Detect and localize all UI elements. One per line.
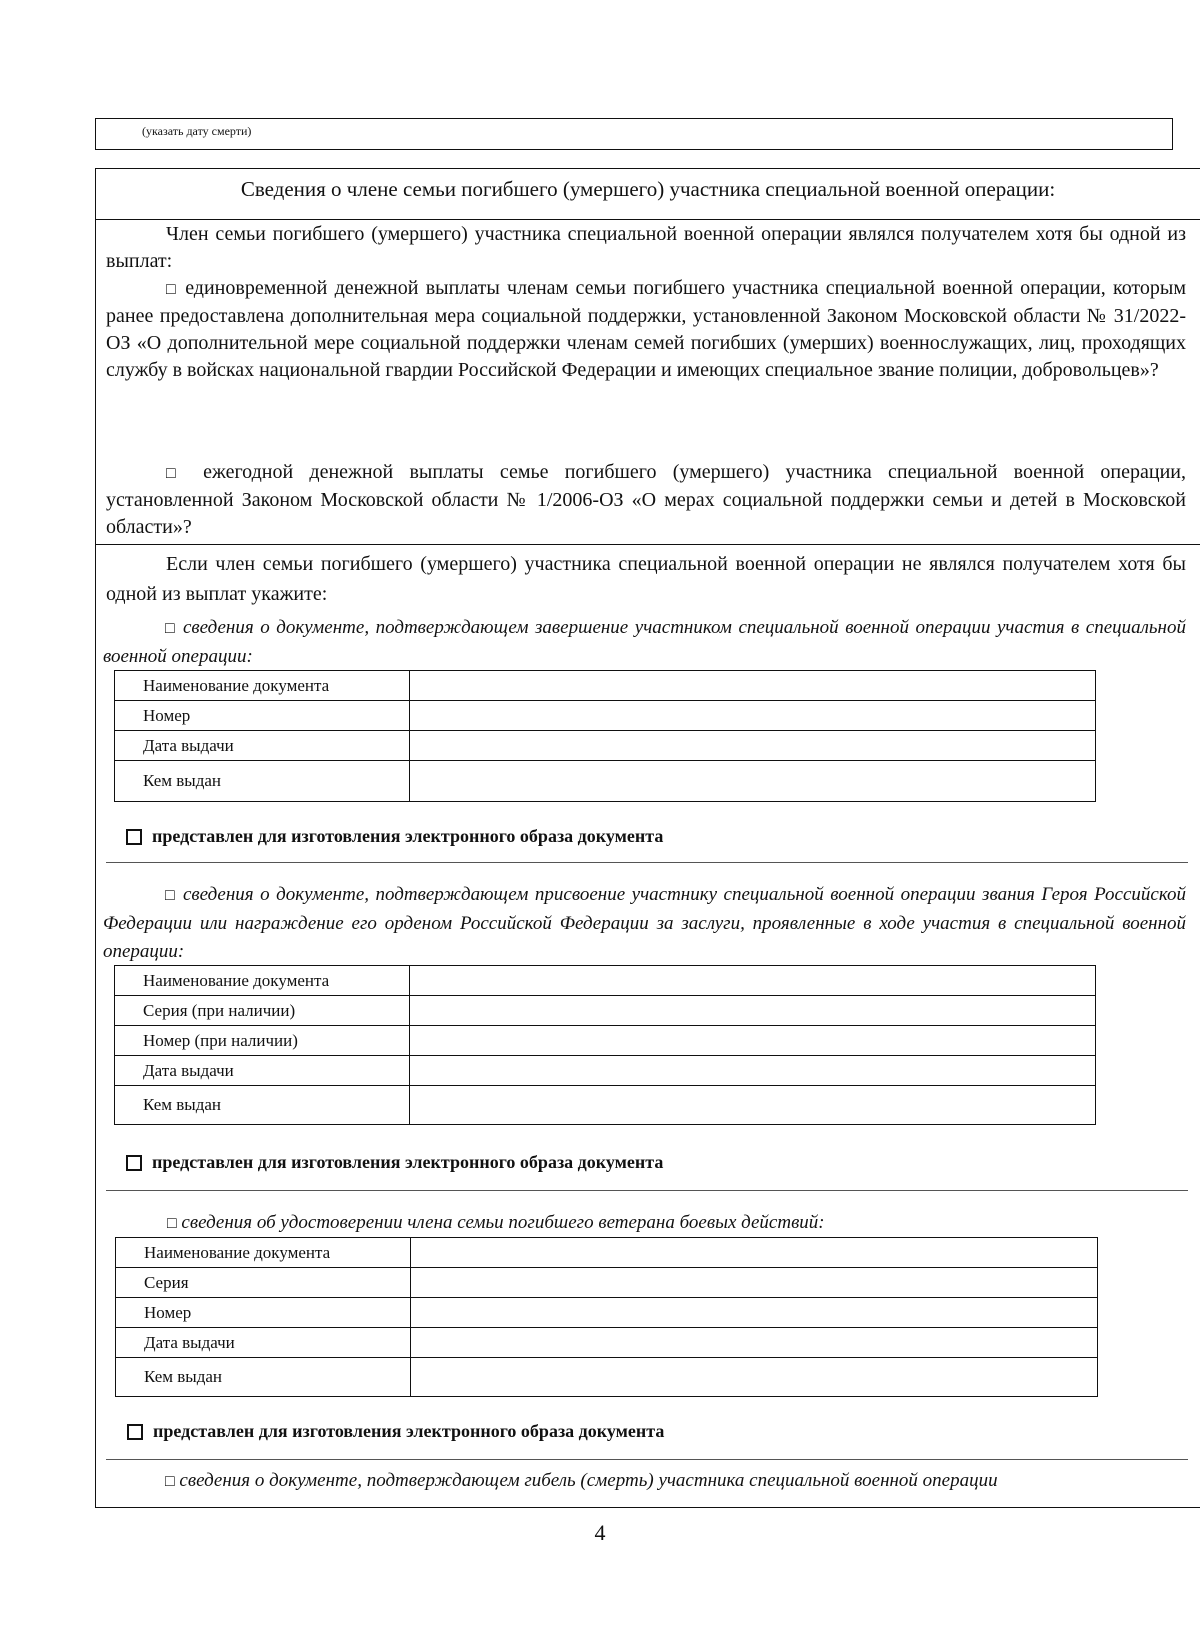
doc-table-1 (114, 670, 1096, 802)
doc-table-2 (114, 965, 1096, 1125)
date-of-death-caption: (указать дату смерти) (142, 124, 252, 138)
doc-section-3-title: □ сведения об удостоверении члена семьи погибшего ветерана боевых действий: (167, 1212, 825, 1233)
doc-table-3 (115, 1237, 1098, 1397)
receiving-option-2[interactable] (106, 459, 1186, 541)
row-label: Наименование документа (115, 671, 410, 701)
divider (106, 862, 1188, 863)
checkbox-box-icon[interactable] (126, 829, 142, 845)
checkbox-icon[interactable]: □ (166, 465, 187, 482)
row-label: Номер (115, 701, 410, 731)
section-heading: Сведения о члене семьи погибшего (умершего) участника специальной военной операции: (240, 177, 1056, 201)
row-label: Наименование документа (115, 966, 410, 996)
row-value-input[interactable] (411, 1298, 1098, 1328)
row-value-input[interactable] (410, 1026, 1096, 1056)
row-label: Номер (при наличии) (115, 1026, 410, 1056)
row-value-input[interactable] (410, 1086, 1096, 1125)
option-2-text: ежегодной денежной выплаты семье погибшего (умершего) участника специальной военной операции, установленной Законом Московской области № 1/2006-ОЗ «О мерах социальной поддержки семьи и детей в Московской области»? (106, 461, 1186, 538)
page-number: 4 (594, 1520, 606, 1545)
family-member-section (95, 168, 1200, 1508)
presented-checkbox-3[interactable]: представлен для изготовления электронного образа документа (127, 1421, 664, 1442)
row-label: Кем выдан (116, 1358, 411, 1397)
row-value-input[interactable] (411, 1238, 1098, 1268)
option-1-text: единовременной денежной выплаты членам семьи погибшего участника специальной военной операции, которым ранее предоставлена дополнительная мера социальной поддержки, установленной Законом Московской области № 31/2022-ОЗ «О дополнительной мере социальной поддержки членам семей погибших (умерших) военнослужащих, лиц, проходящих службу в войсках национальной гвардии Российской Федерации и имеющих специальное звание полиции, добровольцев»? (106, 277, 1187, 381)
divider (96, 219, 1200, 220)
checkbox-icon[interactable]: □ (165, 1473, 175, 1490)
doc-section-1-title: □ сведения о документе, подтверждающем завершение участником специальной военной операции участия в специальной военной операции: (103, 617, 1186, 667)
row-label: Дата выдачи (116, 1328, 411, 1358)
presented-checkbox-2[interactable]: представлен для изготовления электронного образа документа (126, 1152, 663, 1173)
row-label: Серия (116, 1268, 411, 1298)
row-value-input[interactable] (410, 701, 1096, 731)
row-value-input[interactable] (410, 671, 1096, 701)
row-value-input[interactable] (410, 996, 1096, 1026)
row-label: Наименование документа (116, 1238, 411, 1268)
divider (106, 1190, 1188, 1191)
checkbox-box-icon[interactable] (127, 1424, 143, 1440)
presented-checkbox-1[interactable]: представлен для изготовления электронного образа документа (126, 826, 663, 847)
not-receiving-intro: Если член семьи погибшего (умершего) участника специальной военной операции не являлся получателем хотя бы одной из выплат укажите: (106, 553, 1186, 605)
checkbox-icon[interactable]: □ (167, 1215, 177, 1232)
row-value-input[interactable] (410, 731, 1096, 761)
row-value-input[interactable] (411, 1328, 1098, 1358)
row-value-input[interactable] (410, 966, 1096, 996)
row-label: Кем выдан (115, 1086, 410, 1125)
divider (96, 544, 1200, 545)
checkbox-icon[interactable]: □ (165, 887, 177, 904)
doc-section-2-title: □ сведения о документе, подтверждающем присвоение участнику специальной военной операции звания Героя Российской Федерации или награждение его орденом Российской Федерации за заслуги, проявленные в ходе участия в специальной военной операции: (103, 884, 1186, 962)
row-value-input[interactable] (410, 761, 1096, 802)
row-label: Серия (при наличии) (115, 996, 410, 1026)
row-value-input[interactable] (411, 1358, 1098, 1397)
checkbox-icon[interactable]: □ (165, 620, 177, 637)
row-label: Номер (116, 1298, 411, 1328)
checkbox-box-icon[interactable] (126, 1155, 142, 1171)
row-label: Кем выдан (115, 761, 410, 802)
checkbox-icon[interactable]: □ (166, 281, 178, 298)
receiving-intro: Член семьи погибшего (умершего) участника специальной военной операции являлся получателем хотя бы одной из выплат: (106, 223, 1186, 272)
row-value-input[interactable] (410, 1056, 1096, 1086)
row-label: Дата выдачи (115, 1056, 410, 1086)
receiving-option-1[interactable] (106, 275, 1186, 384)
last-item: □ сведения о документе, подтверждающем гибель (смерть) участника специальной военной операции (165, 1470, 998, 1491)
date-of-death-field[interactable] (95, 118, 1173, 150)
divider (106, 1459, 1188, 1460)
row-label: Дата выдачи (115, 731, 410, 761)
row-value-input[interactable] (411, 1268, 1098, 1298)
